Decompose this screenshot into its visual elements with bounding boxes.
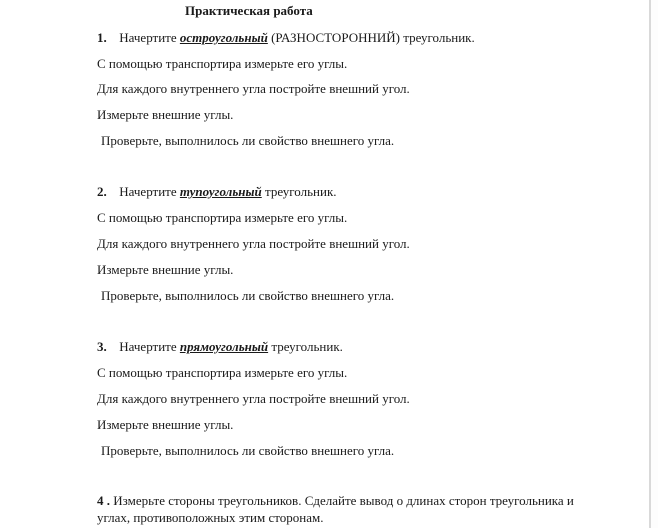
task-1-step-3: Измерьте внешние углы. — [97, 107, 234, 122]
task-keyword: остроугольный — [179, 30, 268, 45]
task-prefix: Начертите — [119, 339, 177, 354]
task-3-step-1: С помощью транспортира измерьте его углы. — [97, 365, 348, 380]
task-number: 1. — [97, 30, 107, 45]
task-suffix: треугольник. — [271, 339, 343, 354]
task-4-text: Измерьте стороны треугольников. Сделайте вывод о длинах сторон треугольника и — [113, 493, 574, 508]
task-1-step-1: С помощью транспортира измерьте его углы. — [97, 56, 348, 71]
task-2-step-4: Проверьте, выполнилось ли свойство внешнего угла. — [101, 288, 395, 303]
task-suffix: треугольник. — [264, 184, 337, 199]
task-1-step-2: Для каждого внутреннего угла постройте внешний угол. — [97, 81, 410, 96]
task-number: 2. — [97, 184, 107, 199]
task-3-step-2: Для каждого внутреннего угла постройте внешний угол. — [97, 391, 410, 406]
task-1-step-4: Проверьте, выполнилось ли свойство внешнего угла. — [101, 133, 395, 148]
task-3-step-4: Проверьте, выполнилось ли свойство внешнего угла. — [101, 443, 395, 458]
task-2-step-3: Измерьте внешние углы. — [97, 262, 234, 277]
task-4-line-1 — [97, 493, 574, 509]
task-4-line-2: углах, противоположных этим сторонам. — [97, 510, 324, 525]
task-2-step-1: С помощью транспортира измерьте его углы. — [97, 210, 348, 225]
task-keyword: тупоугольный — [179, 184, 262, 199]
task-2-heading — [97, 184, 337, 200]
task-number: 4 . — [97, 493, 110, 508]
task-2-step-2: Для каждого внутреннего угла постройте внешний угол. — [97, 236, 410, 251]
document-title: Практическая работа — [185, 3, 313, 18]
task-1-heading — [97, 30, 475, 46]
task-prefix: Начертите — [119, 184, 177, 199]
page-edge-margin — [651, 0, 658, 528]
task-prefix: Начертите — [119, 30, 177, 45]
task-suffix: (РАЗНОСТОРОННИЙ) треугольник. — [271, 30, 475, 45]
task-3-step-3: Измерьте внешние углы. — [97, 417, 234, 432]
task-keyword: прямоугольный — [179, 339, 269, 354]
task-3-heading — [97, 339, 343, 355]
task-number: 3. — [97, 339, 107, 354]
